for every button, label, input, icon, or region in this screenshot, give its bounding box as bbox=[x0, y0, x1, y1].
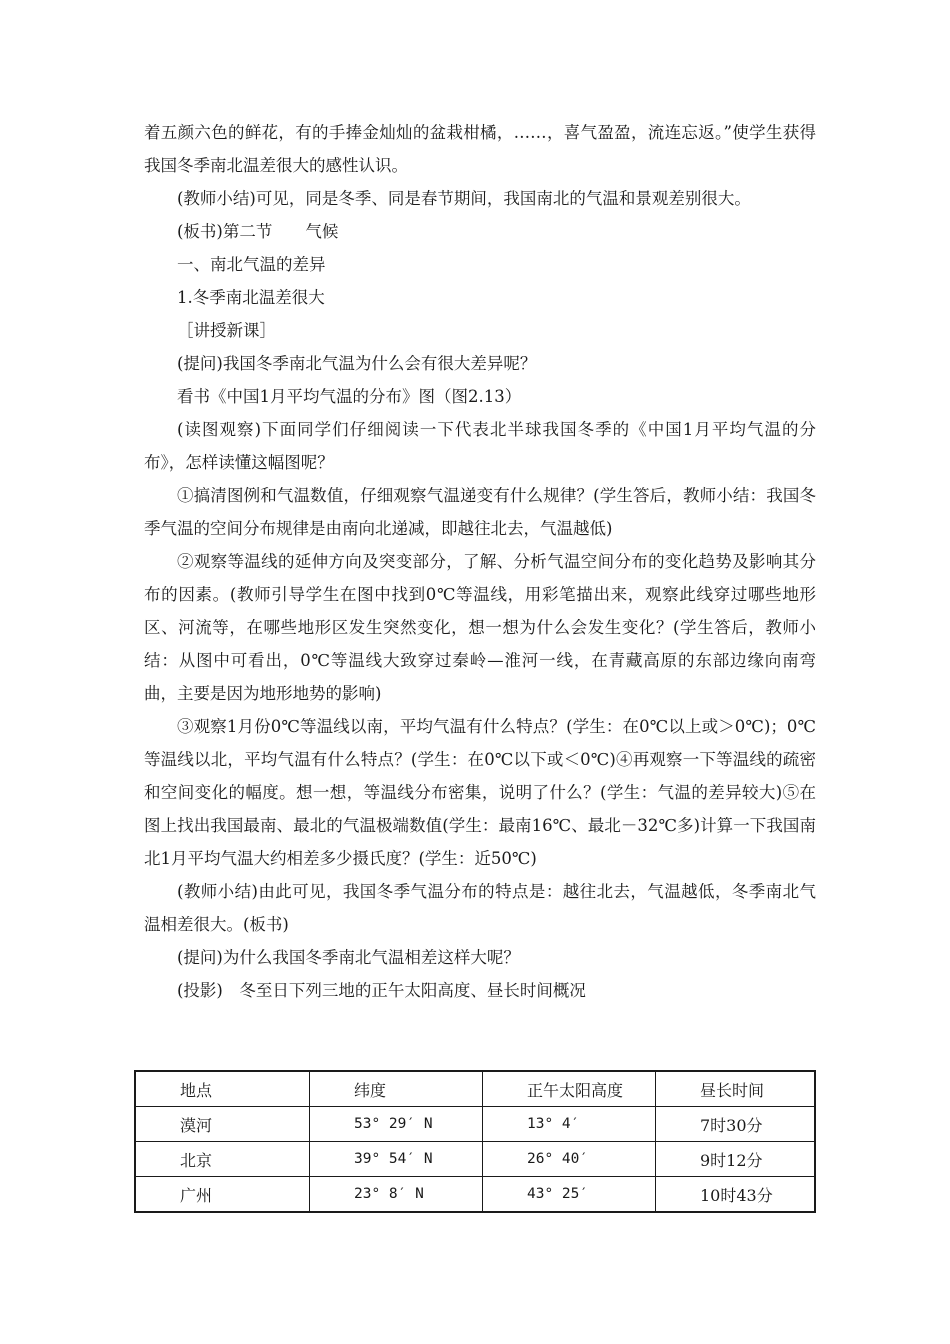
table-cell: 53° 29′ N bbox=[310, 1107, 483, 1142]
paragraph: 看书《中国1月平均气温的分布》图（图2.13） bbox=[177, 387, 522, 406]
paragraph: ②观察等温线的延伸方向及突变部分，了解、分析气温空间分布的变化趋势及影响其分布的因素。(教师引导学生在图中找到0℃等温线，用彩笔描出来，观察此线穿过哪些地形区、河流等，在哪些地形区发生突然变化，想一想为什么会发生变化？(学生答后，教师小结：从图中可看出，0℃等温线大致穿过秦岭—淮河一线，在青藏高原的东部边缘向南弯曲，主要是因为地形地势的影响) bbox=[144, 552, 816, 703]
table-header-cell: 正午太阳高度 bbox=[483, 1071, 656, 1107]
subsection-heading: 1.冬季南北温差很大 bbox=[177, 288, 325, 307]
table-header-cell: 纬度 bbox=[310, 1071, 483, 1107]
table-cell: 39° 54′ N bbox=[310, 1142, 483, 1177]
section-heading: 一、南北气温的差异 bbox=[177, 255, 326, 274]
table-cell: 广州 bbox=[135, 1177, 310, 1213]
table-header-cell: 地点 bbox=[135, 1071, 310, 1107]
table-header-cell: 昼长时间 bbox=[656, 1071, 816, 1107]
table-row bbox=[135, 1107, 815, 1142]
table-caption: (投影) 冬至日下列三地的正午太阳高度、昼长时间概况 bbox=[177, 981, 586, 1000]
table-cell: 漠河 bbox=[135, 1107, 310, 1142]
paragraph: (读图观察)下面同学们仔细阅读一下代表北半球我国冬季的《中国1月平均气温的分布》，怎样读懂这幅图呢？ bbox=[144, 420, 816, 472]
paragraph: (提问)为什么我国冬季南北气温相差这样大呢？ bbox=[177, 948, 520, 967]
lesson-tag: ［讲授新课］ bbox=[177, 321, 276, 340]
table-row bbox=[135, 1177, 815, 1213]
table-header-row bbox=[135, 1071, 815, 1107]
paragraph: 着五颜六色的鲜花，有的手捧金灿灿的盆栽柑橘，……，喜气盈盈，流连忘返。”使学生获得我国冬季南北温差很大的感性认识。 bbox=[144, 123, 816, 175]
board-title: (板书)第二节 气候 bbox=[177, 222, 339, 241]
paragraph: ①搞清图例和气温数值，仔细观察气温递变有什么规律？(学生答后，教师小结：我国冬季气温的空间分布规律是由南向北递减，即越往北去，气温越低) bbox=[144, 486, 816, 538]
paragraph: (教师小结)可见，同是冬季、同是春节期间，我国南北的气温和景观差别很大。 bbox=[177, 189, 751, 208]
table-cell: 13° 4′ bbox=[483, 1107, 656, 1142]
paragraph: ③观察1月份0℃等温线以南，平均气温有什么特点？(学生：在0℃以上或＞0℃)；0℃等温线以北，平均气温有什么特点？(学生：在0℃以下或＜0℃)④再观察一下等温线的疏密和空间变化的幅度。想一想，等温线分布密集，说明了什么？(学生：气温的差异较大)⑤在图上找出我国最南、最北的气温极端数值(学生：最南16℃、最北－32℃多)计算一下我国南北1月平均气温大约相差多少摄氏度？(学生：近50℃) bbox=[144, 717, 816, 868]
sun-data-table bbox=[134, 1070, 816, 1213]
table-cell: 43° 25′ bbox=[483, 1177, 656, 1213]
paragraph: (教师小结)由此可见，我国冬季气温分布的特点是：越往北去，气温越低，冬季南北气温相差很大。(板书) bbox=[144, 882, 816, 934]
table-cell: 北京 bbox=[135, 1142, 310, 1177]
table-cell: 9时12分 bbox=[656, 1142, 816, 1177]
table-row bbox=[135, 1142, 815, 1177]
paragraph: (提问)我国冬季南北气温为什么会有很大差异呢？ bbox=[177, 354, 537, 373]
table-cell: 26° 40′ bbox=[483, 1142, 656, 1177]
document-body bbox=[144, 116, 816, 1007]
table-cell: 23° 8′ N bbox=[310, 1177, 483, 1213]
table-cell: 10时43分 bbox=[656, 1177, 816, 1213]
table-cell: 7时30分 bbox=[656, 1107, 816, 1142]
